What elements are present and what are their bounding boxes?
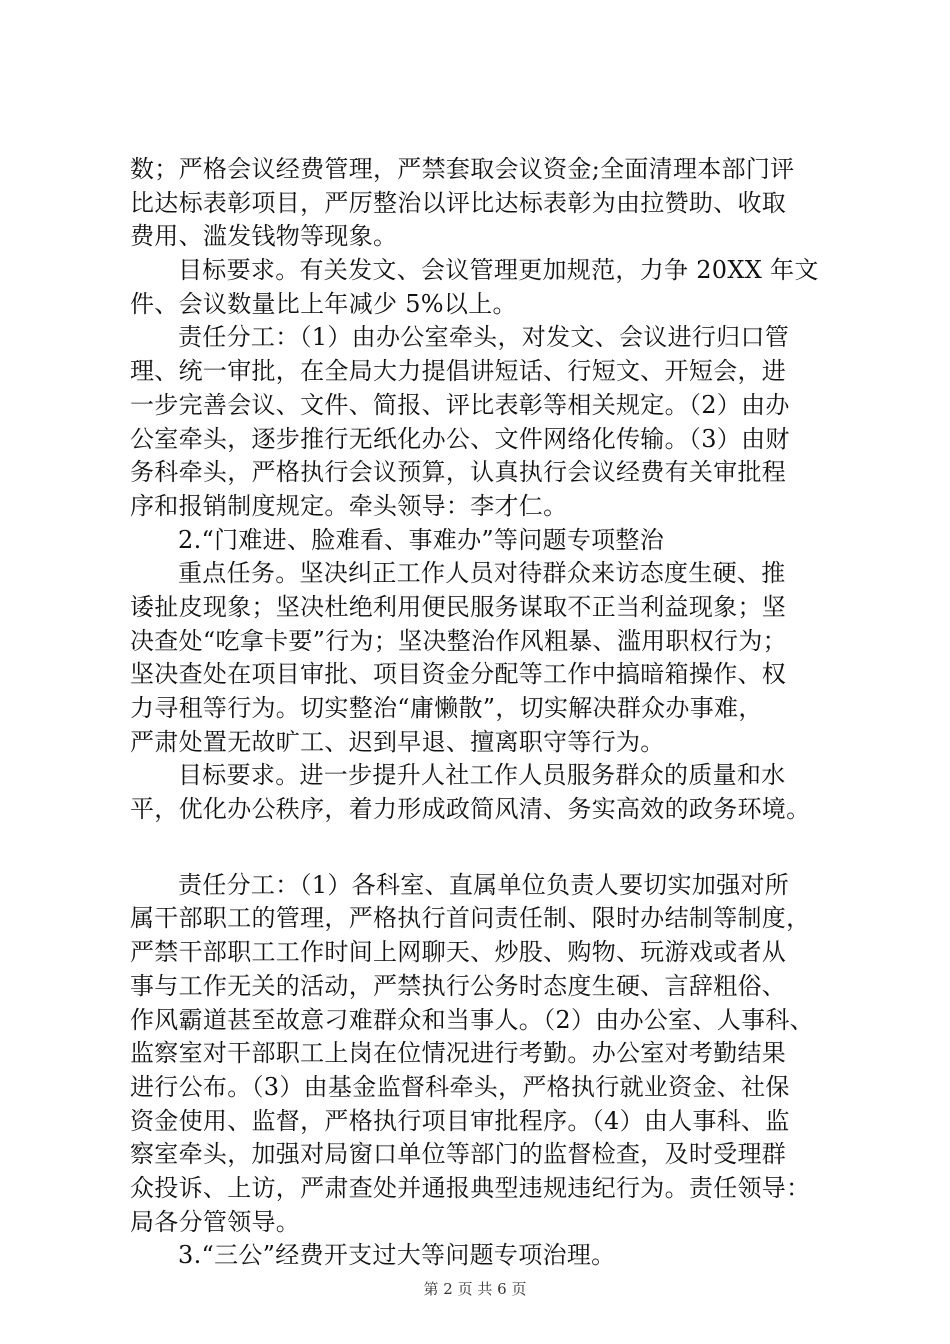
body-line: 件、会议数量比上年减少 5%以上。 (130, 289, 517, 318)
body-line: 严肃处置无故旷工、迟到早退、擅离职守等行为。 (130, 727, 665, 756)
body-line: 诿扯皮现象；坚决杜绝利用便民服务谋取不正当利益现象；坚 (130, 592, 787, 621)
body-line: 进行公布。（3）由基金监督科牵头，严格执行就业资金、社保 (130, 1072, 790, 1101)
body-line: 察室牵头，加强对局窗口单位等部门的监督检查，及时受理群 (130, 1140, 787, 1169)
body-line: 序和报销制度规定。牵头领导：李才仁。 (130, 491, 568, 520)
paragraph-start: 责任分工：（1）由办公室牵头，对发文、会议进行归口管 (178, 323, 790, 352)
body-line: 决查处“吃拿卡要”行为；坚决整治作风粗暴、滥用职权行为； (130, 626, 787, 655)
body-line: 费用、滥发钱物等现象。 (130, 222, 398, 251)
body-line: 监察室对干部职工上岗在位情况进行考勤。办公室对考勤结果 (130, 1039, 787, 1068)
body-line: 务科牵头，严格执行会议预算，认真执行会议经费有关审批程 (130, 458, 787, 487)
section-heading: 2.“门难进、脸难看、事难办”等问题专项整治 (178, 525, 665, 554)
body-line: 比达标表彰项目，严厉整治以评比达标表彰为由拉赞助、收取 (130, 188, 787, 217)
body-line: 属干部职工的管理，严格执行首问责任制、限时办结制等制度， (130, 904, 811, 933)
body-line: 公室牵头，逐步推行无纸化办公、文件网络化传输。（3）由财 (130, 424, 790, 453)
page-footer (0, 1278, 950, 1299)
paragraph-start: 目标要求。有关发文、会议管理更加规范，力争 20XX 年文 (178, 256, 819, 285)
body-line: 局各分管领导。 (130, 1207, 301, 1236)
paragraph-start: 目标要求。进一步提升人社工作人员服务群众的质量和水 (178, 761, 786, 790)
body-line: 事与工作无关的活动，严禁执行公务时态度生硬、言辞粗俗、 (130, 971, 787, 1000)
body-line: 严禁干部职工工作时间上网聊天、炒股、购物、玩游戏或者从 (130, 938, 787, 967)
paragraph-start: 重点任务。坚决纠正工作人员对待群众来访态度生硬、推 (178, 559, 786, 588)
body-line: 一步完善会议、文件、简报、评比表彰等相关规定。（2）由办 (130, 390, 790, 419)
body-line: 坚决查处在项目审批、项目资金分配等工作中搞暗箱操作、权 (130, 660, 787, 689)
body-line: 众投诉、上访，严肃查处并通报典型违规违纪行为。责任领导： (130, 1173, 811, 1202)
section-heading: 3.“三公”经费开支过大等问题专项治理。 (178, 1241, 616, 1270)
page-number-label: 第 2 页 共 6 页 (423, 1280, 527, 1298)
body-line: 理、统一审批，在全局大力提倡讲短话、行短文、开短会，进 (130, 357, 787, 386)
body-line: 数；严格会议经费管理，严禁套取会议资金;全面清理本部门评 (130, 155, 795, 183)
document-body (130, 153, 842, 1273)
body-line: 资金使用、监督，严格执行项目审批程序。（4）由人事科、监 (130, 1106, 790, 1135)
body-line: 作风霸道甚至故意刁难群众和当事人。（2）由办公室、人事科、 (130, 1005, 814, 1034)
body-line: 力寻租等行为。切实整治“庸懒散”，切实解决群众办事难， (130, 694, 763, 722)
paragraph-gap (130, 827, 842, 869)
paragraph-start: 责任分工：（1）各科室、直属单位负责人要切实加强对所 (178, 870, 790, 899)
body-line: 平，优化办公秩序，着力形成政简风清、务实高效的政务环境。 (130, 795, 811, 824)
